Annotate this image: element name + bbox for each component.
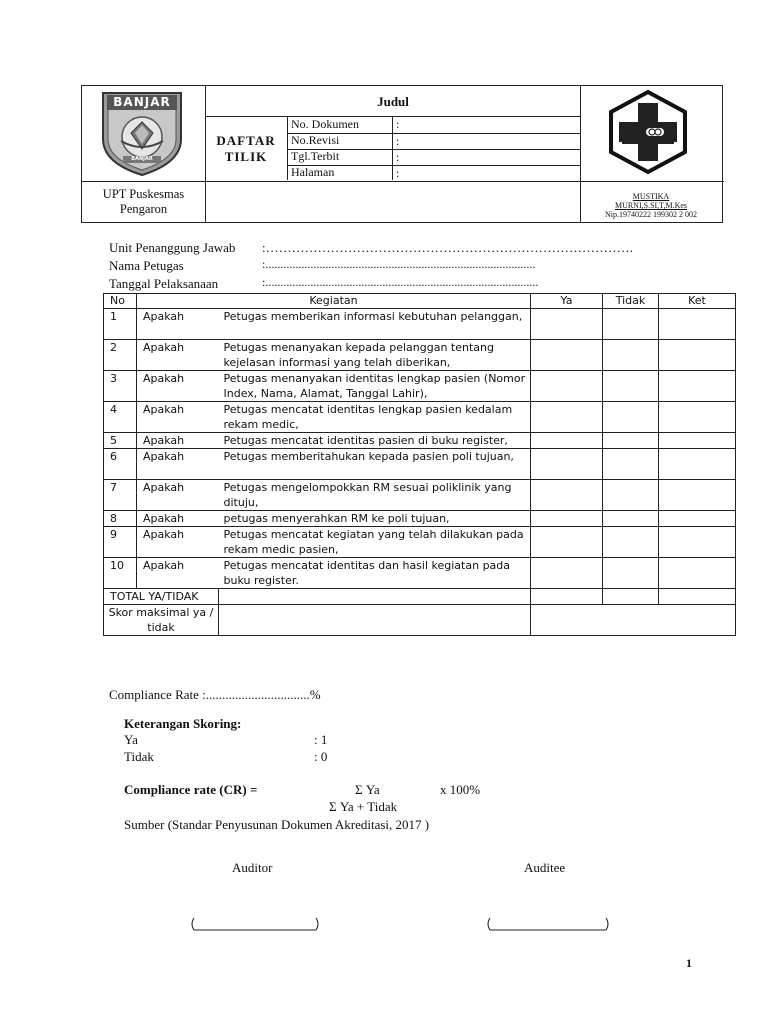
tanggal-dots: :...........................................................................................: [262, 275, 539, 289]
row-no: 1: [104, 309, 137, 340]
field-tgl-terbit-value: :: [396, 150, 400, 164]
petugas-label: Nama Petugas: [109, 258, 184, 273]
table-row: [104, 309, 736, 340]
skor-label: Skor maksimal ya / tidak: [104, 605, 219, 636]
row-apakah: Apakah: [137, 340, 219, 371]
cell-ya[interactable]: [531, 449, 603, 480]
skor-row: [104, 605, 736, 636]
table-row: [104, 511, 736, 527]
total-ket-cell[interactable]: [659, 589, 736, 605]
formula-label: Compliance rate (CR) =: [124, 782, 258, 797]
cell-ket[interactable]: [659, 371, 736, 402]
header-ket: Ket: [659, 294, 736, 309]
table-row: [104, 480, 736, 511]
tilik-label: TILIK: [224, 149, 268, 164]
row-kegiatan: petugas menyerahkan RM ke poli tujuan,: [219, 511, 531, 527]
row-apakah: Apakah: [137, 480, 219, 511]
skor-kegiatan-cell: [219, 605, 531, 636]
header-kegiatan: Kegiatan: [137, 294, 531, 309]
ya-score-label: Ya: [124, 732, 138, 747]
row-apakah: Apakah: [137, 449, 219, 480]
field-no-revisi-label: No.Revisi: [291, 133, 340, 147]
cell-tidak[interactable]: [603, 309, 659, 340]
formula-multiplier: x 100%: [440, 782, 481, 797]
auditor-signature-line[interactable]: [189, 916, 321, 932]
table-row: [104, 558, 736, 589]
cell-ket[interactable]: [659, 402, 736, 433]
cell-ket[interactable]: [659, 480, 736, 511]
field-halaman-value: :: [396, 166, 400, 180]
cell-tidak[interactable]: [603, 527, 659, 558]
cell-ya[interactable]: [531, 433, 603, 449]
row-kegiatan: Petugas mengelompokkan RM sesuai poliklinik yang dituju,: [219, 480, 531, 511]
cell-ya[interactable]: [531, 527, 603, 558]
cell-tidak[interactable]: [603, 433, 659, 449]
cell-ya[interactable]: [531, 309, 603, 340]
header-ya: Ya: [531, 294, 603, 309]
signer-name-line2: MURNI,S.SI,T,M.Kes: [614, 201, 688, 210]
cell-tidak[interactable]: [603, 480, 659, 511]
row-apakah: Apakah: [137, 309, 219, 340]
table-row: [104, 449, 736, 480]
row-no: 7: [104, 480, 137, 511]
logo-subtext: BANJAR: [131, 156, 153, 162]
row-kegiatan: Petugas memberitahukan kepada pasien poli tujuan,: [219, 449, 531, 480]
row-kegiatan: Petugas mencatat kegiatan yang telah dilakukan pada rekam medic pasien,: [219, 527, 531, 558]
auditee-label: Auditee: [524, 860, 566, 875]
cell-ket[interactable]: [659, 309, 736, 340]
cell-tidak[interactable]: [603, 402, 659, 433]
field-no-revisi-value: :: [396, 134, 400, 148]
row-kegiatan: Petugas mencatat identitas dan hasil kegiatan pada buku register.: [219, 558, 531, 589]
row-kegiatan: Petugas mencatat identitas pasien di buku register,: [219, 433, 531, 449]
field-halaman-label: Halaman: [291, 165, 335, 179]
cell-ya[interactable]: [531, 511, 603, 527]
compliance-rate-line: Compliance Rate :................................%: [109, 687, 321, 702]
cell-ket[interactable]: [659, 449, 736, 480]
cell-ket[interactable]: [659, 511, 736, 527]
daftar-label: DAFTAR: [216, 133, 276, 148]
row-no: 9: [104, 527, 137, 558]
row-apakah: Apakah: [137, 371, 219, 402]
tidak-score-label: Tidak: [124, 749, 154, 764]
cell-ya[interactable]: [531, 480, 603, 511]
cell-tidak[interactable]: [603, 511, 659, 527]
row-no: 8: [104, 511, 137, 527]
row-apakah: Apakah: [137, 558, 219, 589]
tanggal-label: Tanggal Pelaksanaan: [109, 276, 219, 291]
table-row: [104, 433, 736, 449]
row-apakah: Apakah: [137, 433, 219, 449]
skor-value-cell[interactable]: [531, 605, 736, 636]
field-no-dokumen-label: No. Dokumen: [291, 117, 359, 131]
keterangan-title: Keterangan Skoring:: [124, 716, 242, 731]
field-no-dokumen-value: :: [396, 117, 400, 131]
puskesmas-logo: [606, 89, 690, 175]
row-apakah: Apakah: [137, 511, 219, 527]
ya-score-value: : 1: [314, 732, 328, 747]
cell-ya[interactable]: [531, 558, 603, 589]
row-apakah: Apakah: [137, 402, 219, 433]
row-apakah: Apakah: [137, 527, 219, 558]
row-no: 6: [104, 449, 137, 480]
cell-ket[interactable]: [659, 433, 736, 449]
total-kegiatan-cell: [219, 589, 531, 605]
petugas-dots: :..........................................................................................: [262, 257, 536, 271]
row-no: 2: [104, 340, 137, 371]
row-kegiatan: Petugas menanyakan identitas lengkap pasien (Nomor Index, Nama, Alamat, Tanggal Lahir),: [219, 371, 531, 402]
document-header: [81, 85, 723, 223]
unit-dots: :………………………………………………………………………….: [262, 240, 633, 255]
header-no: No: [104, 294, 137, 309]
total-ya-cell[interactable]: [531, 589, 603, 605]
unit-label: Unit Penanggung Jawab: [109, 240, 236, 255]
signer-nip: Nip.19740222 199302 2 002: [605, 210, 697, 219]
cell-ket[interactable]: [659, 340, 736, 371]
checklist-table: [103, 293, 736, 636]
header-tidak: Tidak: [603, 294, 659, 309]
table-row: [104, 527, 736, 558]
row-no: 3: [104, 371, 137, 402]
total-label: TOTAL YA/TIDAK: [104, 589, 219, 605]
table-row: [104, 402, 736, 433]
row-no: 5: [104, 433, 137, 449]
formula-denominator: Σ Ya + Tidak: [329, 799, 398, 814]
cell-ya[interactable]: [531, 371, 603, 402]
banjar-logo: [99, 89, 185, 177]
row-kegiatan: Petugas menanyakan kepada pelanggan tentang kejelasan informasi yang telah diberikan,: [219, 340, 531, 371]
table-header-row: [104, 294, 736, 309]
source-note: Sumber (Standar Penyusunan Dokumen Akreditasi, 2017 ): [124, 817, 430, 832]
row-kegiatan: Petugas memberikan informasi kebutuhan pelanggan,: [219, 309, 531, 340]
total-row: [104, 589, 736, 605]
formula-numerator: Σ Ya: [355, 782, 380, 797]
org-name-line2: Pengaron: [119, 202, 168, 216]
row-no: 10: [104, 558, 137, 589]
cell-tidak[interactable]: [603, 558, 659, 589]
page-number: 1: [686, 956, 692, 970]
cell-ket[interactable]: [659, 527, 736, 558]
total-tidak-cell[interactable]: [603, 589, 659, 605]
cell-tidak[interactable]: [603, 371, 659, 402]
org-name-line1: UPT Puskesmas: [102, 187, 185, 201]
field-tgl-terbit-label: Tgl.Terbit: [291, 149, 340, 163]
cell-tidak[interactable]: [603, 340, 659, 371]
table-row: [104, 340, 736, 371]
cell-ya[interactable]: [531, 402, 603, 433]
cell-ket[interactable]: [659, 558, 736, 589]
tidak-score-value: : 0: [314, 749, 328, 764]
logo-text: BANJAR: [113, 95, 171, 109]
cell-ya[interactable]: [531, 340, 603, 371]
auditor-label: Auditor: [232, 860, 273, 875]
signer-name-line1: MUSTIKA: [632, 192, 670, 201]
doc-title: Judul: [377, 94, 409, 109]
row-no: 4: [104, 402, 137, 433]
table-row: [104, 371, 736, 402]
auditee-signature-line[interactable]: [485, 916, 611, 932]
cell-tidak[interactable]: [603, 449, 659, 480]
row-kegiatan: Petugas mencatat identitas lengkap pasien kedalam rekam medic,: [219, 402, 531, 433]
